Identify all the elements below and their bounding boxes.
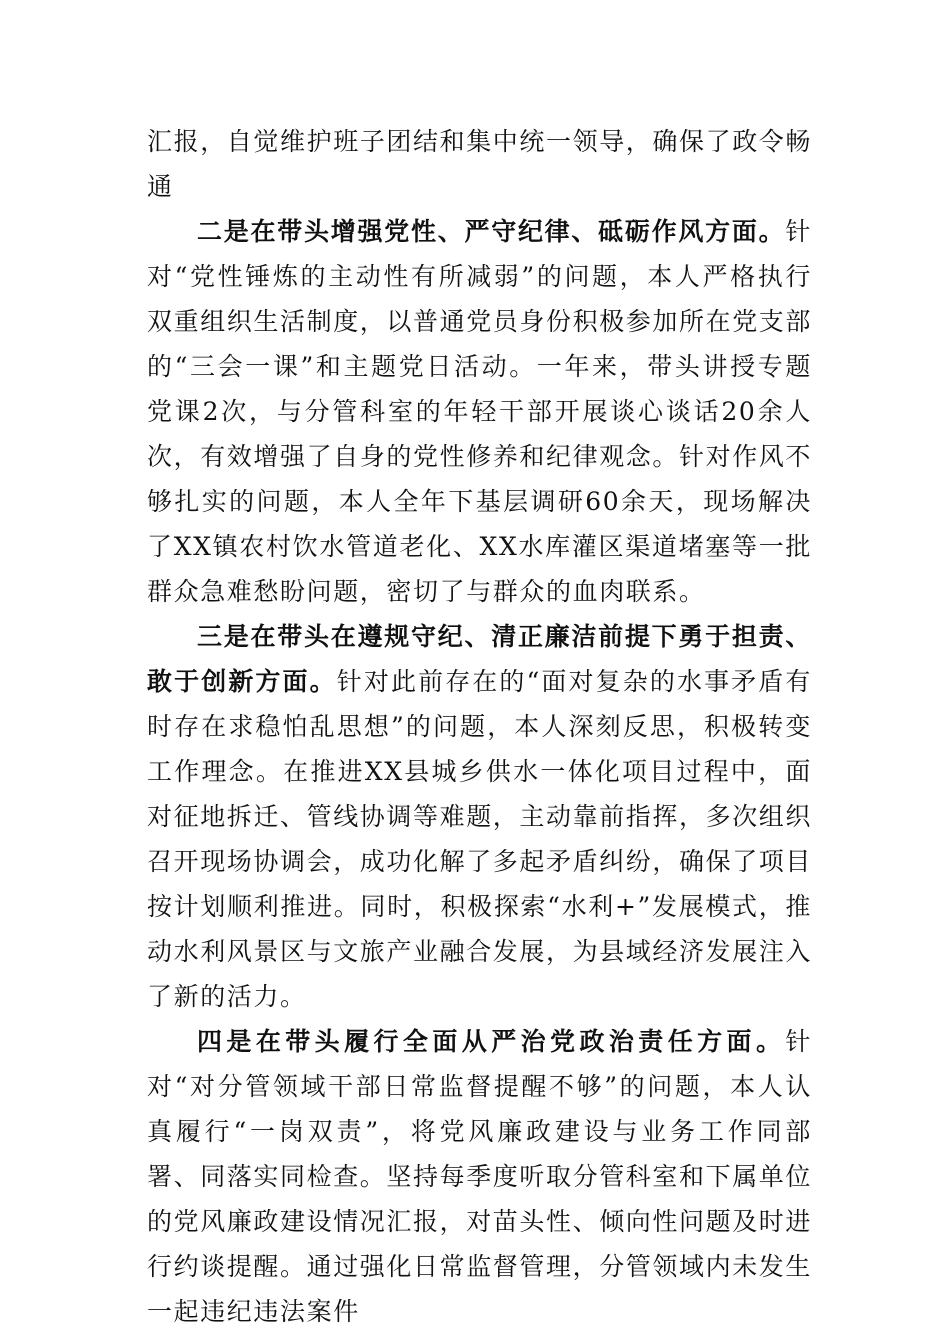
- paragraph-body: 针对“党性锤炼的主动性有所减弱”的问题，本人严格执行双重组织生活制度，以普通党员身份积极参加所在党支部的“三会一课”和主题党日活动。一年来，带头讲授专题党课2次，与分管科室的年轻干部开展谈心谈话20余人次，有效增强了自身的党性修养和纪律观念。针对作风不够扎实的问题，本人全年下基层调研60余天，现场解决了XX镇农村饮水管道老化、XX水库灌区渠道堵塞等一批群众急难愁盼问题，密切了与群众的血肉联系。: [147, 217, 813, 606]
- paragraph-body: 针对“对分管领域干部日常监督提醒不够”的问题，本人认真履行“一岗双责”，将党风廉政建设与业务工作同部署、同落实同检查。坚持每季度听取分管科室和下属单位的党风廉政建设情况汇报，对苗头性、倾向性问题及时进行约谈提醒。通过强化日常监督管理，分管领域内未发生一起违纪违法案件: [147, 1027, 813, 1326]
- document-body: [147, 119, 812, 1334]
- paragraph-body: 汇报，自觉维护班子团结和集中统一领导，确保了政令畅通: [147, 127, 813, 201]
- paragraph-continuation: [147, 119, 812, 209]
- paragraph-lead: 二是在带头增强党性、严守纪律、砥砺作风方面。: [197, 217, 786, 246]
- paragraph-party-spirit: [147, 209, 812, 614]
- paragraph-responsibility-innovation: [147, 614, 812, 1019]
- paragraph-lead: 三是在带头在遵规守纪、清正廉洁前提下勇于担责、敢于创新方面。: [147, 622, 812, 696]
- paragraph-body: 针对此前存在的“面对复杂的水事矛盾有时存在求稳怕乱思想”的问题，本人深刻反思，积极转变工作理念。在推进XX县城乡供水一体化项目过程中，面对征地拆迁、管线协调等难题，主动靠前指挥，多次组织召开现场协调会，成功化解了多起矛盾纠纷，确保了项目按计划顺利推进。同时，积极探索“水利+”发展模式，推动水利风景区与文旅产业融合发展，为县域经济发展注入了新的活力。: [147, 667, 813, 1011]
- paragraph-party-governance: [147, 1019, 812, 1334]
- paragraph-lead: 四是在带头履行全面从严治党政治责任方面。: [197, 1027, 786, 1056]
